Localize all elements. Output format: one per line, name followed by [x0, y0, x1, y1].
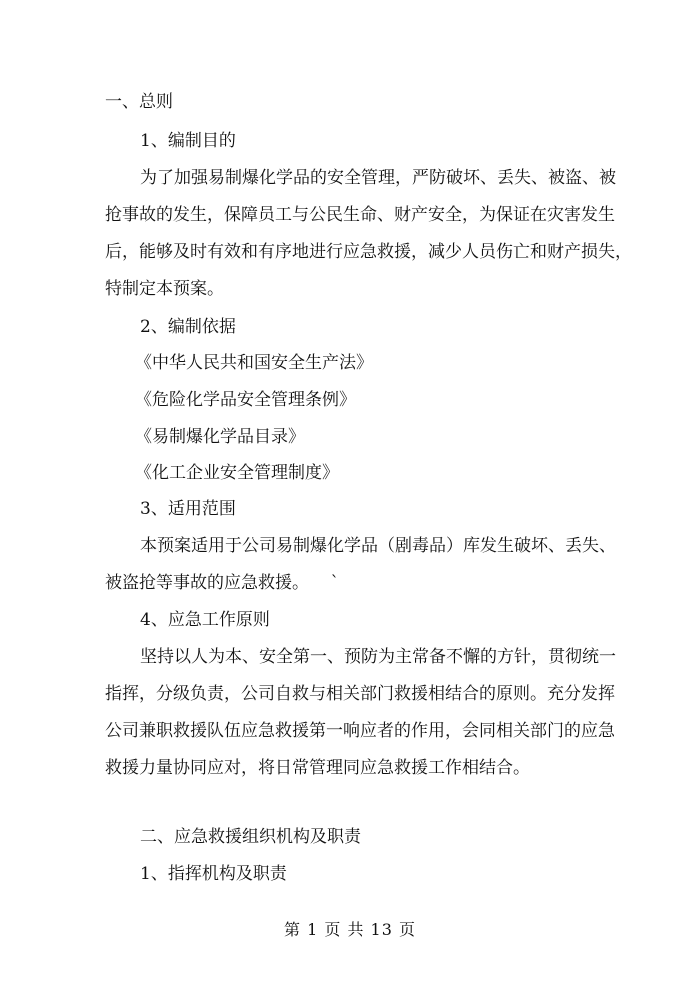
paragraph-purpose-line-4: 特制定本预案。 [105, 279, 224, 299]
reference-law-1: 《中华人民共和国安全生产法》 [135, 353, 373, 373]
subsection-1-3-title: 3、适用范围 [140, 499, 236, 519]
reference-law-4: 《化工企业安全管理制度》 [135, 463, 339, 483]
paragraph-purpose-line-3: 后，能够及时有效和有序地进行应急救援，减少人员伤亡和财产损失， [105, 242, 632, 262]
page-number-footer: 第 1 页 共 13 页 [284, 920, 416, 939]
paragraph-principle-line-2: 指挥，分级负责，公司自救与相关部门救援相结合的原则。充分发挥 [105, 684, 615, 704]
section-1-title: 一、总则 [105, 92, 173, 112]
reference-law-3: 《易制爆化学品目录》 [135, 427, 305, 447]
paragraph-principle-line-3: 公司兼职救援队伍应急救援第一响应者的作用，会同相关部门的应急 [105, 721, 615, 741]
paragraph-principle-line-1: 坚持以人为本、安全第一、预防为主常备不懈的方针，贯彻统一 [140, 647, 616, 667]
subsection-2-1-title: 1、指挥机构及职责 [140, 864, 287, 884]
paragraph-scope-line-1: 本预案适用于公司易制爆化学品（剧毒品）库发生破坏、丢失、 [140, 536, 616, 556]
subsection-1-1-title: 1、编制目的 [140, 131, 236, 151]
paragraph-scope-line-2: 被盗抢等事故的应急救援。 ` [105, 573, 340, 593]
paragraph-principle-line-4: 救援力量协同应对，将日常管理同应急救援工作相结合。 [105, 758, 530, 778]
section-2-title: 二、应急救援组织机构及职责 [140, 827, 361, 847]
subsection-1-2-title: 2、编制依据 [140, 317, 236, 337]
paragraph-purpose-line-2: 抢事故的发生，保障员工与公民生命、财产安全，为保证在灾害发生 [105, 205, 615, 225]
subsection-1-4-title: 4、应急工作原则 [140, 610, 270, 630]
reference-law-2: 《危险化学品安全管理条例》 [135, 390, 356, 410]
paragraph-purpose-line-1: 为了加强易制爆化学品的安全管理，严防破坏、丢失、被盗、被 [140, 168, 616, 188]
